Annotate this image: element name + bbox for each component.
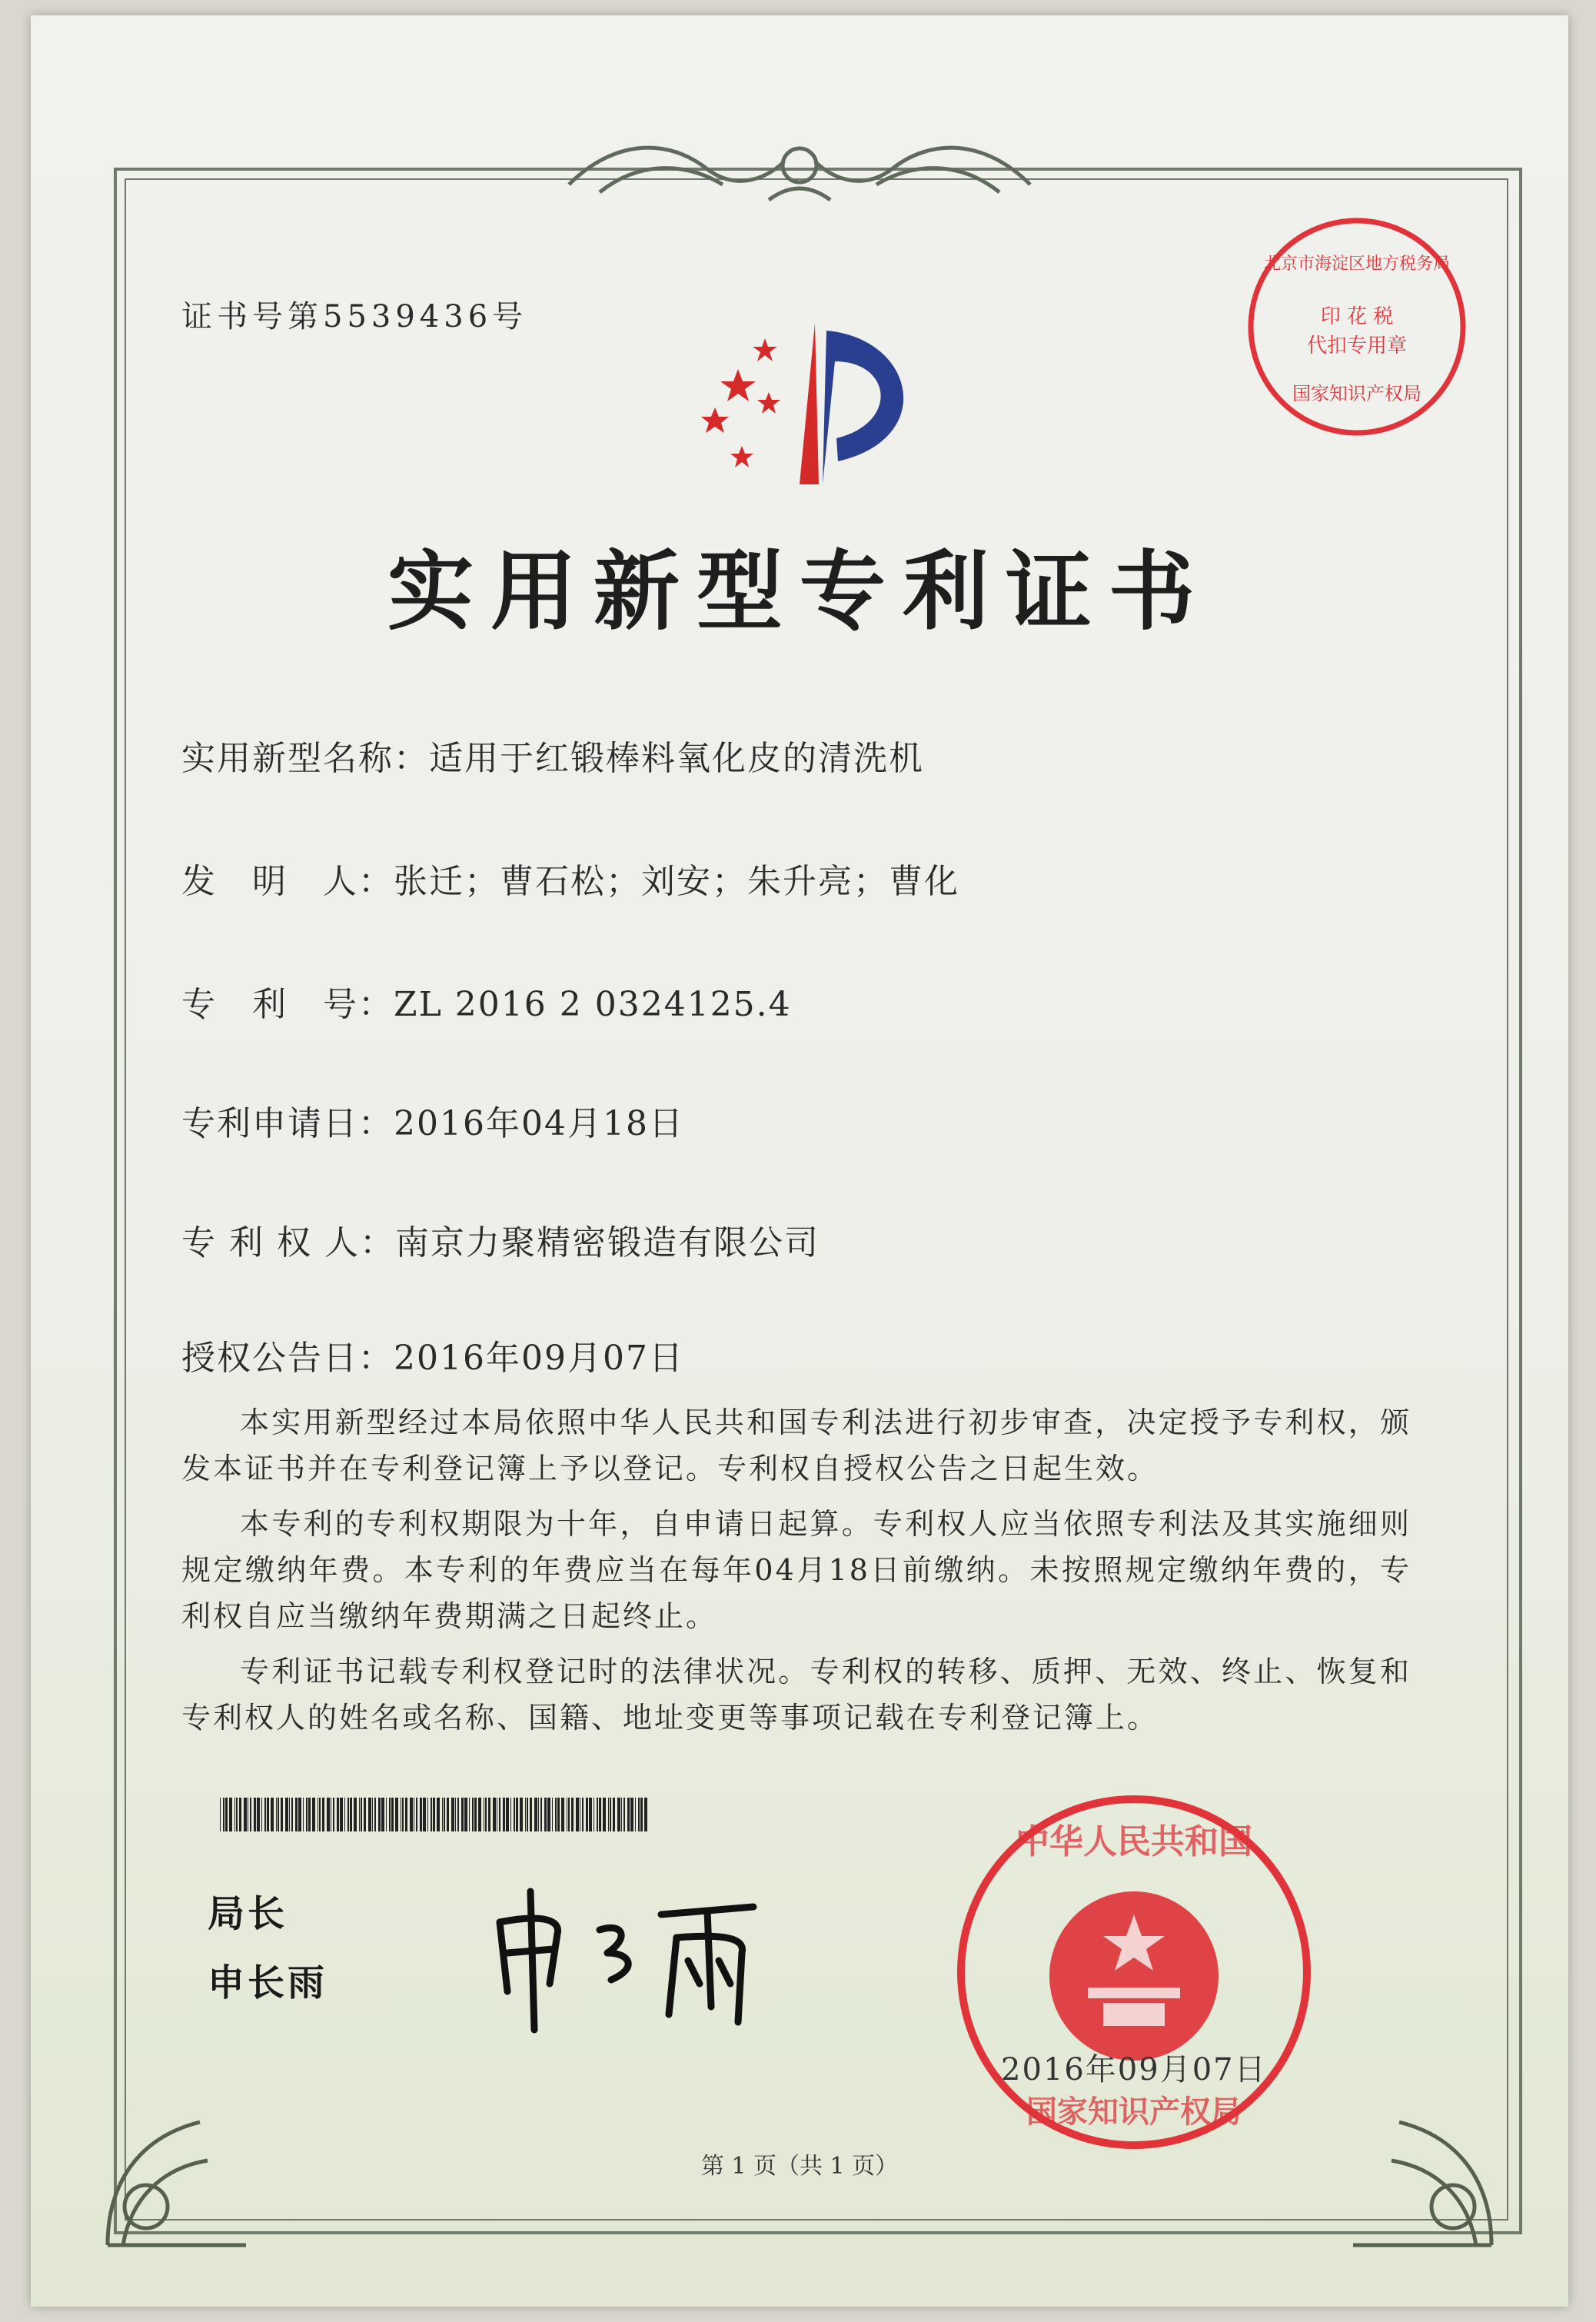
- barcode-bar: [586, 1798, 588, 1831]
- barcode-bar: [319, 1798, 321, 1831]
- barcode-bar: [368, 1798, 371, 1831]
- sipo-official-seal-icon: [953, 1791, 1315, 2153]
- patentee-label: 专 利 权 人：: [181, 1223, 395, 1262]
- barcode-bar: [291, 1798, 293, 1831]
- barcode-bar: [488, 1798, 490, 1831]
- barcode-bar: [250, 1798, 251, 1831]
- barcode-bar: [278, 1798, 279, 1831]
- barcode-bar: [431, 1798, 432, 1831]
- utility-name-field: [181, 730, 924, 780]
- barcode-bar: [344, 1798, 345, 1831]
- patent-number-value: ZL 2016 2 0324125.4: [394, 985, 792, 1024]
- barcode-bar: [322, 1798, 324, 1831]
- barcode-bar: [503, 1798, 505, 1831]
- barcode-bar: [442, 1798, 443, 1831]
- patentee-value: 南京力聚精密锻造有限公司: [394, 1223, 820, 1262]
- barcode-bar: [457, 1798, 459, 1831]
- barcode-bar: [244, 1798, 247, 1831]
- application-date-value: 2016年04月18日: [394, 1104, 684, 1143]
- barcode-bar: [455, 1798, 456, 1831]
- barcode-bar: [359, 1798, 360, 1831]
- barcode-bar: [464, 1798, 467, 1831]
- barcode-bar: [469, 1798, 470, 1831]
- barcode-bar: [638, 1798, 640, 1831]
- barcode-bar: [234, 1798, 235, 1831]
- tax-stamp-seal-icon: [1245, 215, 1468, 438]
- barcode-bar: [644, 1798, 647, 1831]
- grant-date-label: 授权公告日：: [181, 1339, 394, 1378]
- barcode-bar: [271, 1798, 274, 1831]
- barcode-bar: [229, 1798, 232, 1831]
- barcode-bar: [340, 1798, 343, 1831]
- page-number: 第 1 页（共 1 页）: [700, 2153, 899, 2180]
- page-title: 实用新型专利证书: [387, 542, 1212, 642]
- barcode-bar: [506, 1798, 509, 1831]
- inventor-value: 张迁；曹石松；刘安；朱升亮；曹化: [394, 862, 959, 901]
- barcode-bar: [312, 1798, 315, 1831]
- barcode-bar: [261, 1798, 262, 1831]
- top-ornament-icon: [554, 131, 1046, 215]
- barcode-bar: [276, 1798, 277, 1831]
- barcode-bar: [236, 1798, 238, 1831]
- svg-text:印 花 税: 印 花 税: [1320, 305, 1394, 328]
- application-date-label: 专利申请日：: [181, 1104, 394, 1143]
- issue-date: 2016年09月07日: [1001, 2052, 1267, 2087]
- patentee-field: [181, 1215, 820, 1264]
- barcode-bar: [514, 1798, 515, 1831]
- barcode-bar: [327, 1798, 330, 1831]
- barcode-bar: [410, 1798, 413, 1831]
- patent-number-field: [181, 976, 792, 1026]
- barcode-bar: [444, 1798, 445, 1831]
- barcode-bar: [337, 1798, 339, 1831]
- barcode-bar: [225, 1798, 228, 1831]
- barcode-bar: [493, 1798, 496, 1831]
- barcode-bar: [582, 1798, 584, 1831]
- barcode-bar: [510, 1798, 511, 1831]
- barcode-bar: [395, 1798, 398, 1831]
- certificate-paper: [31, 15, 1568, 2307]
- barcode-bar: [281, 1798, 283, 1831]
- inventor-field: [181, 853, 959, 903]
- barcode-bar: [295, 1798, 298, 1831]
- barcode-bar: [472, 1798, 474, 1831]
- barcode-bar: [264, 1798, 266, 1831]
- barcode-bar: [547, 1798, 550, 1831]
- barcode-bar: [555, 1798, 557, 1831]
- barcode-bar: [437, 1798, 440, 1831]
- barcode-bar: [285, 1798, 288, 1831]
- barcode-bar: [538, 1798, 539, 1831]
- body-paragraph: 本专利的专利权期限为十年，自申请日起算。专利权人应当依照专利法及其实施细则规定缴纳年费。本专利的年费应当在每年04月18日前缴纳。未按照规定缴纳年费的，专利权自应当缴纳年费期满之日起终止。: [181, 1507, 1411, 1633]
- barcode-bar: [254, 1798, 256, 1831]
- barcode-bar: [461, 1798, 464, 1831]
- barcode-bar: [635, 1798, 636, 1831]
- barcode-bar: [623, 1798, 625, 1831]
- svg-text:国家知识产权局: 国家知识产权局: [1292, 383, 1421, 404]
- certificate-number: 证书号第5539436号: [181, 299, 528, 334]
- barcode-bar: [499, 1798, 500, 1831]
- barcode-bar: [306, 1798, 308, 1831]
- barcode-bar: [220, 1798, 221, 1831]
- barcode-bar: [267, 1798, 269, 1831]
- barcode-bar: [589, 1798, 592, 1831]
- barcode-bar: [520, 1798, 523, 1831]
- body-paragraph: 专利证书记载专利权登记时的法律状况。专利权的转移、质押、无效、终止、恢复和专利权人的姓名或名称、国籍、地址变更等事项记载在专利登记簿上。: [181, 1655, 1411, 1735]
- barcode-bar: [333, 1798, 334, 1831]
- barcode-bar: [389, 1798, 391, 1831]
- barcode-bar: [257, 1798, 260, 1831]
- barcode-bar: [350, 1798, 352, 1831]
- barcode-bar: [402, 1798, 404, 1831]
- application-date-field: [181, 1096, 684, 1145]
- barcode-bar: [597, 1798, 598, 1831]
- barcode-bar: [374, 1798, 376, 1831]
- barcode-bar: [485, 1798, 487, 1831]
- barcode-bar: [298, 1798, 301, 1831]
- barcode-bar: [381, 1798, 384, 1831]
- svg-text:国家知识产权局: 国家知识产权局: [1026, 2094, 1242, 2130]
- barcode-bar: [364, 1798, 366, 1831]
- barcode-bar: [347, 1798, 349, 1831]
- barcode-bar: [613, 1798, 615, 1831]
- barcode-bar: [386, 1798, 387, 1831]
- director-name: 申长雨: [208, 1961, 328, 2004]
- barcode-icon: [220, 1798, 650, 1831]
- barcode-bar: [478, 1798, 481, 1831]
- barcode-bar: [405, 1798, 407, 1831]
- barcode-bar: [354, 1798, 357, 1831]
- barcode-bar: [303, 1798, 304, 1831]
- barcode-bar: [516, 1798, 518, 1831]
- barcode-bar: [540, 1798, 542, 1831]
- barcode-bar: [630, 1798, 633, 1831]
- svg-text:中华人民共和国: 中华人民共和国: [1016, 1822, 1252, 1861]
- utility-name-label: 实用新型名称：: [181, 739, 429, 778]
- barcode-bar: [599, 1798, 601, 1831]
- barcode-bar: [617, 1798, 620, 1831]
- svg-text:北京市海淀区地方税务局: 北京市海淀区地方税务局: [1263, 254, 1451, 274]
- barcode-bar: [416, 1798, 417, 1831]
- body-paragraph: 本实用新型经过本局依照中华人民共和国专利法进行初步审查，决定授予专利权，颁发本证书并在专利登记簿上予以登记。专利权自授权公告之日起生效。: [181, 1406, 1411, 1485]
- barcode-bar: [571, 1798, 574, 1831]
- barcode-bar: [544, 1798, 547, 1831]
- barcode-bar: [603, 1798, 606, 1831]
- barcode-bar: [557, 1798, 560, 1831]
- barcode-bar: [527, 1798, 528, 1831]
- barcode-bar: [420, 1798, 422, 1831]
- barcode-bar: [525, 1798, 526, 1831]
- barcode-bar: [530, 1798, 532, 1831]
- barcode-bar: [627, 1798, 630, 1831]
- grant-date-value: 2016年09月07日: [394, 1339, 684, 1378]
- barcode-bar: [427, 1798, 428, 1831]
- barcode-bar: [308, 1798, 311, 1831]
- barcode-bar: [289, 1798, 290, 1831]
- signature-icon: [477, 1876, 830, 2045]
- sipo-logo-icon: [684, 292, 946, 492]
- inventor-label: 发 明 人：: [181, 862, 394, 901]
- barcode-bar: [534, 1798, 537, 1831]
- svg-text:代扣专用章: 代扣专用章: [1306, 334, 1408, 358]
- barcode-bar: [608, 1798, 609, 1831]
- barcode-bar: [391, 1798, 394, 1831]
- director-title: 局长: [208, 1892, 288, 1935]
- barcode-bar: [372, 1798, 373, 1831]
- barcode-bar: [239, 1798, 241, 1831]
- barcode-bar: [474, 1798, 477, 1831]
- barcode-bar: [451, 1798, 454, 1831]
- barcode-bar: [447, 1798, 449, 1831]
- barcode-bar: [640, 1798, 643, 1831]
- barcode-bar: [610, 1798, 611, 1831]
- barcode-bar: [378, 1798, 381, 1831]
- patent-number-label: 专 利 号：: [181, 985, 394, 1024]
- barcode-bar: [552, 1798, 553, 1831]
- certificate-body: [181, 1399, 1411, 1750]
- grant-date-field: [181, 1330, 684, 1379]
- barcode-bar: [423, 1798, 426, 1831]
- barcode-bar: [361, 1798, 362, 1831]
- barcode-bar: [568, 1798, 570, 1831]
- barcode-bar: [433, 1798, 435, 1831]
- barcode-bar: [576, 1798, 579, 1831]
- utility-name-value: 适用于红锻棒料氧化皮的清洗机: [429, 739, 924, 778]
- barcode-bar: [621, 1798, 622, 1831]
- barcode-bar: [223, 1798, 224, 1831]
- barcode-bar: [561, 1798, 564, 1831]
